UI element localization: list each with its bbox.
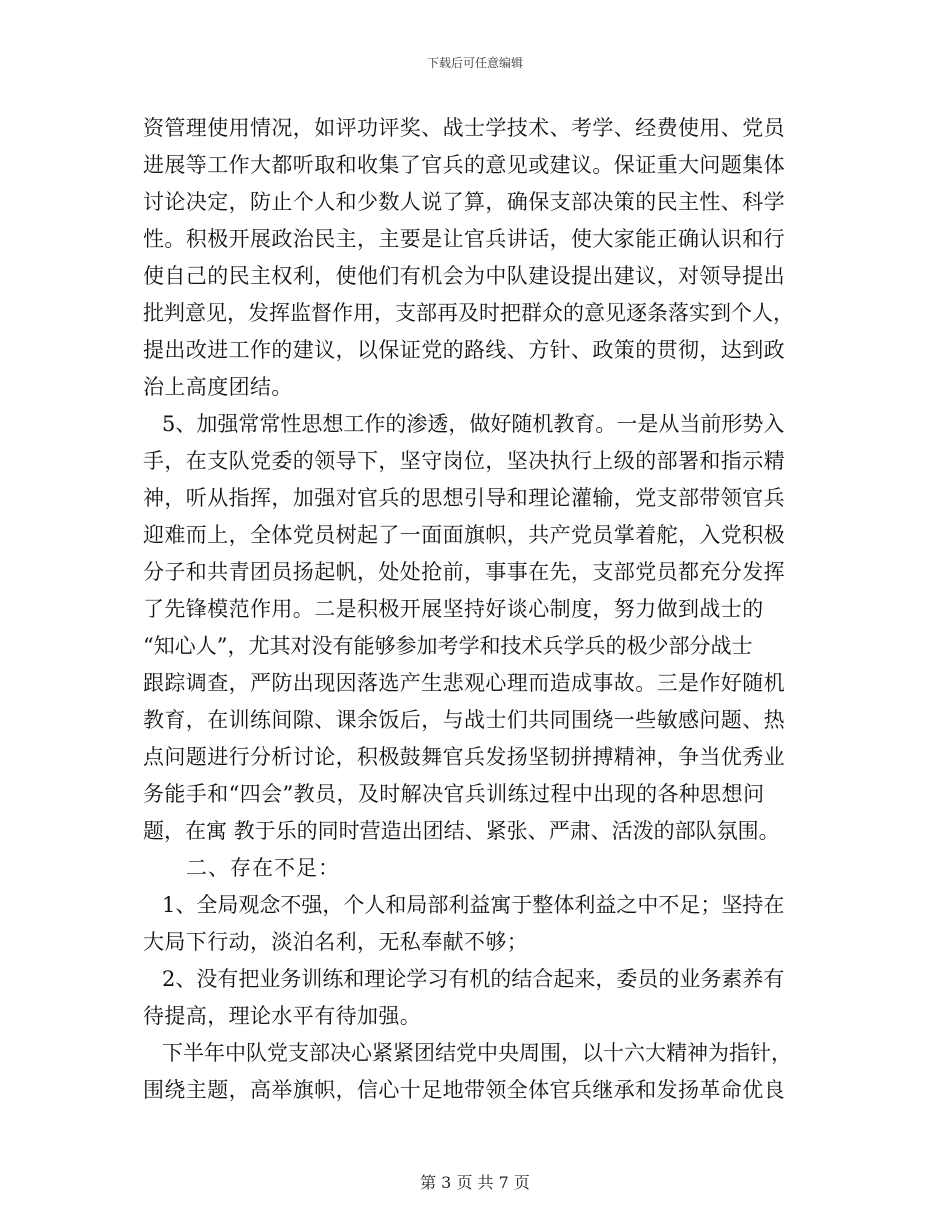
section-heading: 二、存在不足： [186,856,340,880]
text-line: 迎难而上，全体党员树起了一面面旗帜，共产党员掌着舵，入党积极 [143,523,785,547]
text-line: “知心人”，尤其对没有能够参加考学和技术兵学兵的极少部分战士 [143,634,753,658]
page-header: 下载后可任意编辑 [426,56,523,70]
text-line: 2、没有把业务训练和理论学习有机的结合起来，委员的业务素养有 [162,967,785,991]
text-line: 跟踪调查，严防出现因落选产生悲观心理而造成事故。三是作好随机 [143,671,785,695]
text-line: 分子和共青团员扬起帆，处处抢前，事事在先，支部党员都充分发挥 [143,560,785,584]
text-line: 神，听从指挥，加强对官兵的思想引导和理论灌输，党支部带领官兵 [143,486,785,510]
text-line: 待提高，理论水平有待加强。 [143,1004,422,1028]
text-line: 点问题进行分析讨论，积极鼓舞官兵发扬坚韧拼搏精神，争当优秀业 [143,745,785,769]
text-line: 批判意见，发挥监督作用，支部再及时把群众的意见逐条落实到个人， [143,301,794,325]
text-line: 手，在支队党委的领导下，坚守岗位，坚决执行上级的部署和指示精 [143,449,785,473]
text-line: 使自己的民主权利，使他们有机会为中队建设提出建议，对领导提出 [143,264,785,288]
text-line: 5、加强常常性思想工作的渗透，做好随机教育。一是从当前形势入 [162,412,785,436]
text-line: 围绕主题，高举旗帜，信心十足地带领全体官兵继承和发扬革命优良 [143,1078,785,1102]
text-line: 务能手和“四会”教员，及时解决官兵训练过程中出现的各种思想问 [143,782,765,806]
text-line: 1、全局观念不强，个人和局部利益寓于整体利益之中不足；坚持在 [162,893,785,917]
text-line: 了先锋模范作用。二是积极开展坚持好谈心制度，努力做到战士的 [143,597,764,621]
text-line: 性。积极开展政治民主，主要是让官兵讲话，使大家能正确认识和行 [143,227,785,251]
text-line: 进展等工作大都听取和收集了官兵的意见或建议。保证重大问题集体 [143,153,785,177]
text-line: 教育，在训练间隙、课余饭后，与战士们共同围绕一些敏感问题、热 [143,708,785,732]
page-number: 第 3 页 共 7 页 [420,1173,530,1192]
text-line: 资管理使用情况，如评功评奖、战士学技术、考学、经费使用、党员 [143,116,785,140]
text-line: 提出改进工作的建议，以保证党的路线、方针、政策的贯彻，达到政 [143,338,785,362]
text-line: 讨论决定，防止个人和少数人说了算，确保支部决策的民主性、科学 [143,190,785,214]
text-line: 下半年中队党支部决心紧紧团结党中央周围，以十六大精神为指针， [162,1041,792,1065]
text-line: 治上高度团结。 [143,375,293,399]
text-line: 大局下行动，淡泊名利，无私奉献不够； [143,930,529,954]
text-line: 题，在寓 教于乐的同时营造出团结、紧张、严肃、活泼的部队氛围。 [143,819,780,843]
